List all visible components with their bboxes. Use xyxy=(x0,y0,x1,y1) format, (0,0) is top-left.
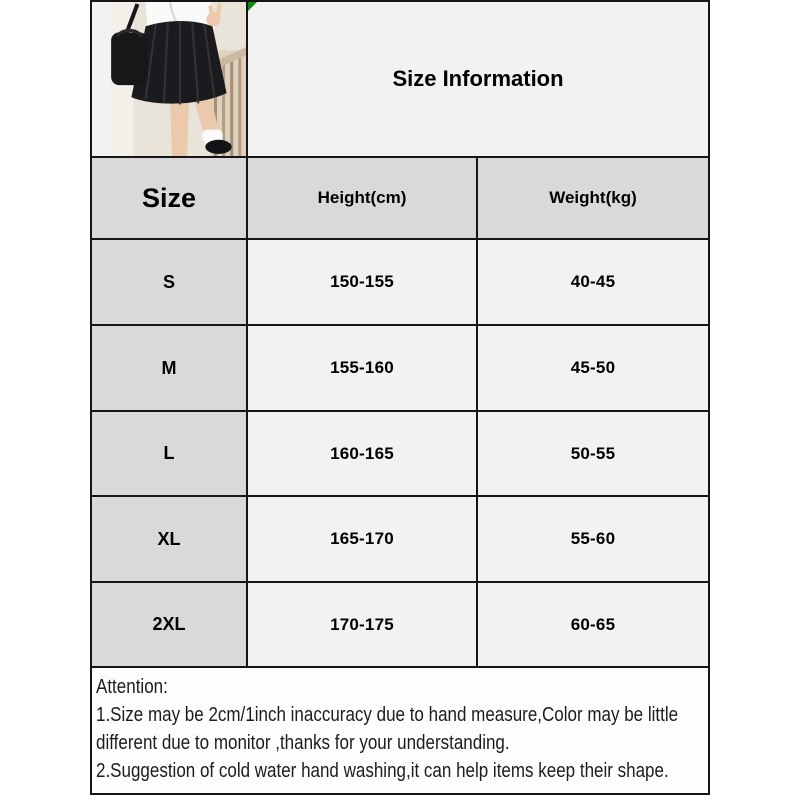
row-m-size: M xyxy=(92,326,246,410)
row-2xl-size: 2XL xyxy=(92,583,246,666)
row-m-weight: 45-50 xyxy=(478,326,708,410)
row-l-height: 160-165 xyxy=(248,412,476,495)
row-s-weight: 40-45 xyxy=(478,240,708,324)
attention-title: Attention: xyxy=(96,676,168,698)
row-s-height: 150-155 xyxy=(248,240,476,324)
attention-line-3: 2.Suggestion of cold water hand washing,it can help items keep their shape. xyxy=(96,760,669,782)
row-s-size: S xyxy=(92,240,246,324)
column-header-weight: Weight(kg) xyxy=(478,158,708,238)
column-header-size: Size xyxy=(92,158,246,238)
product-photo xyxy=(110,2,246,156)
row-xl-size: XL xyxy=(92,497,246,581)
attention-text-block xyxy=(96,673,708,785)
row-l-weight: 50-55 xyxy=(478,412,708,495)
attention-line-1: 1.Size may be 2cm/1inch inaccuracy due to hand measure,Color may be little xyxy=(96,704,679,726)
column-header-height: Height(cm) xyxy=(248,158,476,238)
product-photo-cell xyxy=(92,2,246,156)
row-xl-weight: 55-60 xyxy=(478,497,708,581)
row-2xl-height: 170-175 xyxy=(248,583,476,666)
cell-corner-flag-icon xyxy=(248,2,257,11)
table-title: Size Information xyxy=(392,66,564,91)
row-l-size: L xyxy=(92,412,246,495)
attention-note xyxy=(92,668,708,793)
row-xl-height: 165-170 xyxy=(248,497,476,581)
row-m-height: 155-160 xyxy=(248,326,476,410)
attention-line-2: different due to monitor ,thanks for your understanding. xyxy=(96,732,510,754)
size-table xyxy=(90,0,710,795)
row-2xl-weight: 60-65 xyxy=(478,583,708,666)
table-title-cell xyxy=(248,2,708,156)
